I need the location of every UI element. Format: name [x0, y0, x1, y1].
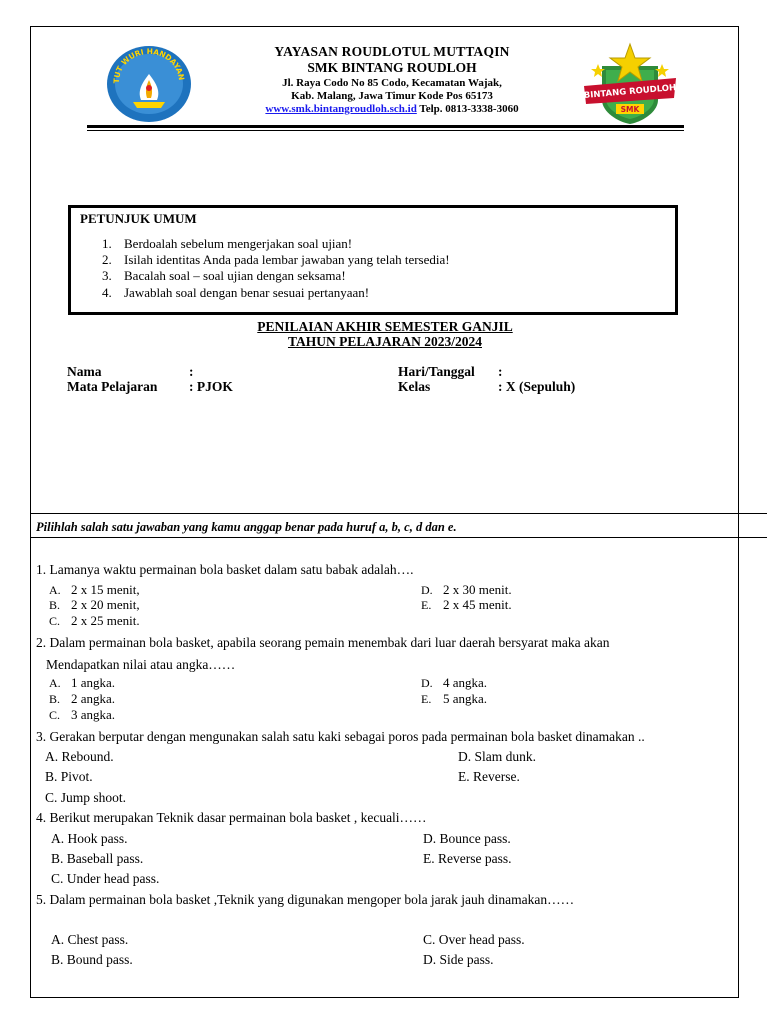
- option-c: C. Under head pass.: [51, 871, 160, 886]
- date-field: :: [498, 364, 503, 379]
- date-label: Hari/Tanggal: [398, 364, 475, 379]
- website-link[interactable]: www.smk.bintangroudloh.sch.id: [265, 103, 417, 115]
- name-field: :: [189, 364, 194, 379]
- option-d: D. Bounce pass.: [423, 831, 511, 846]
- option-b: B. Pivot.: [45, 769, 93, 784]
- question-3: 3. Gerakan berputar dengan mengunakan salah satu kaki sebagai poros pada permainan bola basket dinamakan ..: [36, 729, 645, 744]
- option-a: A. 2 x 15 menit,: [49, 582, 140, 597]
- option-e: E. Reverse pass.: [423, 851, 512, 866]
- option-b: B. 2 angka.: [49, 691, 116, 706]
- address-line-2: Kab. Malang, Jawa Timur Kode Pos 65173: [291, 90, 493, 102]
- subject-label: Mata Pelajaran: [67, 379, 158, 394]
- answer-instruction: Pilihlah salah satu jawaban yang kamu anggap benar pada huruf a, b, c, d dan e.: [36, 520, 457, 534]
- class-label: Kelas: [398, 379, 431, 394]
- option-d: D. 2 x 30 menit.: [421, 582, 512, 597]
- option-b: B. Bound pass.: [51, 952, 133, 967]
- tut-wuri-handayani-logo: [105, 44, 193, 124]
- left-logo-text: TUT WURI HANDAYAN: [111, 46, 187, 84]
- phone: Telp. 0813-3338-3060: [419, 103, 519, 115]
- question-2: 2. Dalam permainan bola basket, apabila seorang pemain menembak dari luar daerah bersyarat maka akan: [36, 635, 610, 650]
- option-c: C. Over head pass.: [423, 932, 525, 947]
- foundation-name: YAYASAN ROUDLOTUL MUTTAQIN: [274, 44, 510, 59]
- right-logo-text: BINTANG ROUDLOH: [583, 82, 677, 102]
- school-name: SMK BINTANG ROUDLOH: [307, 60, 477, 75]
- option-a: A. Chest pass.: [51, 932, 129, 947]
- option-c: C. Jump shoot.: [45, 790, 127, 805]
- option-e: E. 2 x 45 menit.: [421, 597, 512, 612]
- divider: [30, 537, 767, 538]
- option-e: E. 5 angka.: [421, 691, 488, 706]
- instruction-item: 4. Jawablah soal dengan benar sesuai pertanyaan!: [102, 285, 370, 300]
- header-rule-thick: [87, 125, 684, 128]
- subject-field: : PJOK: [189, 379, 233, 394]
- option-b: B. Baseball pass.: [51, 851, 144, 866]
- name-label: Nama: [67, 364, 102, 379]
- address-line-1: Jl. Raya Codo No 85 Codo, Kecamatan Wajak,: [282, 77, 502, 89]
- question-4: 4. Berikut merupakan Teknik dasar permainan bola basket , kecuali……: [36, 810, 427, 825]
- option-b: B. 2 x 20 menit,: [49, 597, 140, 612]
- question-5: 5. Dalam permainan bola basket ,Teknik yang digunakan mengoper bola jarak jauh dinamakan……: [36, 892, 575, 907]
- option-a: A. 1 angka.: [49, 675, 116, 690]
- option-c: C. 3 angka.: [49, 707, 116, 722]
- contact-line: [200, 103, 584, 115]
- option-d: D. 4 angka.: [421, 675, 488, 690]
- option-d: D. Slam dunk.: [458, 749, 537, 764]
- instructions-title: PETUNJUK UMUM: [80, 211, 197, 226]
- instruction-item: 1. Berdoalah sebelum mengerjakan soal ujian!: [102, 236, 353, 251]
- divider: [30, 513, 767, 514]
- option-a: A. Hook pass.: [51, 831, 128, 846]
- exam-year: TAHUN PELAJARAN 2023/2024: [287, 334, 482, 349]
- instruction-item: 3. Bacalah soal – soal ujian dengan seksama!: [102, 268, 346, 283]
- option-e: E. Reverse.: [458, 769, 520, 784]
- class-field: : X (Sepuluh): [498, 379, 576, 394]
- bintang-roudloh-logo: [582, 42, 678, 126]
- question-2-cont: Mendapatkan nilai atau angka……: [46, 657, 236, 672]
- exam-title: PENILAIAN AKHIR SEMESTER GANJIL: [257, 319, 513, 334]
- header-rule-thin: [87, 130, 684, 131]
- instruction-item: 2. Isilah identitas Anda pada lembar jawaban yang telah tersedia!: [102, 252, 450, 267]
- option-c: C. 2 x 25 menit.: [49, 613, 140, 628]
- option-a: A. Rebound.: [45, 749, 114, 764]
- question-1: 1. Lamanya waktu permainan bola basket dalam satu babak adalah….: [36, 562, 414, 577]
- right-logo-sub: SMK: [620, 105, 640, 114]
- option-d: D. Side pass.: [423, 952, 494, 967]
